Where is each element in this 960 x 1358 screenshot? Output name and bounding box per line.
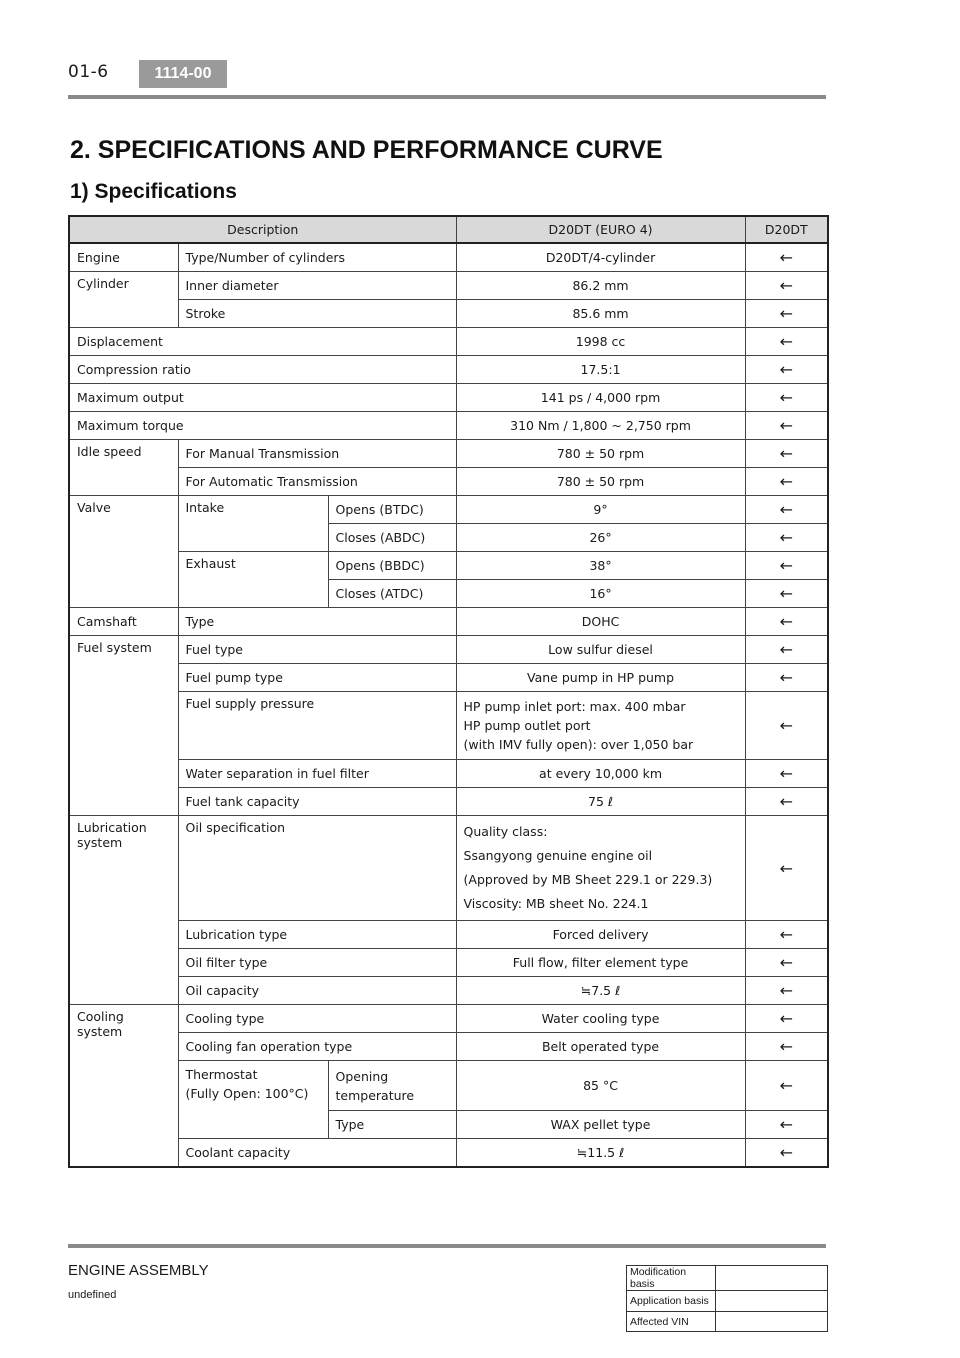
- row-value: D20DT/4-cylinder: [456, 243, 745, 272]
- row-label: [69, 816, 178, 1005]
- row-detail-label: Opens (BTDC): [328, 496, 456, 524]
- row-sub-label: Intake: [178, 496, 328, 552]
- table-row: [69, 1139, 828, 1168]
- row-sub-label: Type: [178, 608, 456, 636]
- row-sub-label: Cooling type: [178, 1005, 456, 1033]
- table-row: [69, 921, 828, 949]
- row-value: 16°: [456, 580, 745, 608]
- table-row: [69, 468, 828, 496]
- row-value: ≒11.5 ℓ: [456, 1139, 745, 1168]
- row-sub-label: Stroke: [178, 300, 456, 328]
- table-row: [69, 1033, 828, 1061]
- label-line: Lubrication: [77, 820, 147, 835]
- label-line: system: [77, 1024, 123, 1039]
- table-row: [69, 788, 828, 816]
- row-detail-label: Closes (ATDC): [328, 580, 456, 608]
- row-label: Fuel system: [69, 636, 178, 816]
- same-as-arrow: ←: [745, 412, 828, 440]
- same-as-arrow: ←: [745, 356, 828, 384]
- row-value: at every 10,000 km: [456, 760, 745, 788]
- row-label: Maximum output: [69, 384, 456, 412]
- table-row: [69, 636, 828, 664]
- header-description: Description: [69, 216, 456, 243]
- row-value: 38°: [456, 552, 745, 580]
- same-as-arrow: ←: [745, 1005, 828, 1033]
- row-value: Water cooling type: [456, 1005, 745, 1033]
- row-label: Displacement: [69, 328, 456, 356]
- table-row: [69, 760, 828, 788]
- page-number: 01-6: [68, 62, 109, 82]
- page-title: 2. SPECIFICATIONS AND PERFORMANCE CURVE: [70, 136, 663, 164]
- table-row: [69, 692, 828, 760]
- same-as-arrow: ←: [745, 760, 828, 788]
- row-value: 780 ± 50 rpm: [456, 440, 745, 468]
- label-line: temperature: [335, 1087, 415, 1103]
- row-value: 85.6 mm: [456, 300, 745, 328]
- table-header-row: [69, 216, 828, 243]
- table-row: [69, 412, 828, 440]
- value-line: Ssangyong genuine engine oil: [463, 848, 653, 863]
- table-row: [69, 1061, 828, 1111]
- row-detail-label: Type: [328, 1111, 456, 1139]
- row-label: Compression ratio: [69, 356, 456, 384]
- row-sub-label: Fuel supply pressure: [178, 692, 456, 760]
- table-row: [69, 977, 828, 1005]
- table-row: [69, 272, 828, 300]
- row-label: Engine: [69, 243, 178, 272]
- row-label: Camshaft: [69, 608, 178, 636]
- footer-subtitle: undefined: [68, 1289, 117, 1301]
- row-sub-label: Oil specification: [178, 816, 456, 921]
- row-sub-label: Exhaust: [178, 552, 328, 608]
- row-value: Full flow, filter element type: [456, 949, 745, 977]
- row-sub-label: Fuel pump type: [178, 664, 456, 692]
- row-value: 141 ps / 4,000 rpm: [456, 384, 745, 412]
- row-label: Idle speed: [69, 440, 178, 496]
- same-as-arrow: ←: [745, 692, 828, 760]
- table-row: [69, 608, 828, 636]
- section-subtitle: 1) Specifications: [70, 180, 237, 203]
- row-sub-label: Oil filter type: [178, 949, 456, 977]
- same-as-arrow: ←: [745, 1033, 828, 1061]
- affected-vin-label: Affected VIN: [627, 1311, 716, 1332]
- table-row: [627, 1266, 828, 1291]
- same-as-arrow: ←: [745, 1061, 828, 1111]
- row-label: [69, 1005, 178, 1168]
- value-line: (with IMV fully open): over 1,050 bar: [463, 737, 694, 752]
- same-as-arrow: ←: [745, 552, 828, 580]
- value-line: HP pump inlet port: max. 400 mbar: [463, 699, 686, 714]
- row-sub-label: Water separation in fuel filter: [178, 760, 456, 788]
- same-as-arrow: ←: [745, 384, 828, 412]
- value-line: Quality class:: [463, 824, 548, 839]
- label-line: Cooling: [77, 1009, 124, 1024]
- same-as-arrow: ←: [745, 272, 828, 300]
- same-as-arrow: ←: [745, 468, 828, 496]
- table-row: [69, 816, 828, 921]
- row-value: 26°: [456, 524, 745, 552]
- row-detail-label: Closes (ABDC): [328, 524, 456, 552]
- table-row: [627, 1291, 828, 1312]
- label-line: (Fully Open: 100°C): [185, 1086, 309, 1101]
- header-divider: [68, 95, 826, 99]
- row-label: Cylinder: [69, 272, 178, 328]
- row-sub-label: Inner diameter: [178, 272, 456, 300]
- row-value-multiline: [456, 816, 745, 921]
- row-sub-label: For Manual Transmission: [178, 440, 456, 468]
- table-row: [69, 243, 828, 272]
- same-as-arrow: ←: [745, 328, 828, 356]
- row-sub-label: Type/Number of cylinders: [178, 243, 456, 272]
- row-sub-label: [178, 1061, 328, 1139]
- label-line: Thermostat: [185, 1067, 258, 1082]
- modification-basis-label: Modification basis: [627, 1266, 716, 1291]
- same-as-arrow: ←: [745, 524, 828, 552]
- same-as-arrow: ←: [745, 608, 828, 636]
- same-as-arrow: ←: [745, 1111, 828, 1139]
- table-row: [69, 328, 828, 356]
- table-row: [69, 384, 828, 412]
- same-as-arrow: ←: [745, 243, 828, 272]
- table-row: [69, 496, 828, 524]
- table-row: [69, 664, 828, 692]
- same-as-arrow: ←: [745, 921, 828, 949]
- affected-vin-value: [716, 1311, 828, 1332]
- row-detail-label: [328, 1061, 456, 1111]
- same-as-arrow: ←: [745, 977, 828, 1005]
- table-row: [69, 440, 828, 468]
- label-line: system: [77, 835, 123, 850]
- row-sub-label: Coolant capacity: [178, 1139, 456, 1168]
- row-value: 85 °C: [456, 1061, 745, 1111]
- row-value: Forced delivery: [456, 921, 745, 949]
- same-as-arrow: ←: [745, 816, 828, 921]
- same-as-arrow: ←: [745, 580, 828, 608]
- row-value: 1998 cc: [456, 328, 745, 356]
- section-code-badge: 1114-00: [139, 60, 227, 88]
- header-d20dt: D20DT: [745, 216, 828, 243]
- table-row: [627, 1311, 828, 1332]
- row-value: 17.5:1: [456, 356, 745, 384]
- row-value: 310 Nm / 1,800 ~ 2,750 rpm: [456, 412, 745, 440]
- value-line: HP pump outlet port: [463, 718, 591, 733]
- row-label: Valve: [69, 496, 178, 608]
- modification-table: [626, 1265, 828, 1332]
- row-value: Low sulfur diesel: [456, 636, 745, 664]
- table-row: [69, 356, 828, 384]
- header-euro4: D20DT (EURO 4): [456, 216, 745, 243]
- label-line: Opening: [335, 1068, 389, 1084]
- specifications-table: [68, 215, 829, 1168]
- same-as-arrow: ←: [745, 636, 828, 664]
- row-value: DOHC: [456, 608, 745, 636]
- same-as-arrow: ←: [745, 300, 828, 328]
- row-label: Maximum torque: [69, 412, 456, 440]
- footer-divider: [68, 1244, 826, 1248]
- same-as-arrow: ←: [745, 788, 828, 816]
- row-sub-label: Oil capacity: [178, 977, 456, 1005]
- row-sub-label: Fuel tank capacity: [178, 788, 456, 816]
- row-value: Belt operated type: [456, 1033, 745, 1061]
- same-as-arrow: ←: [745, 440, 828, 468]
- row-detail-label: Opens (BBDC): [328, 552, 456, 580]
- footer-title: ENGINE ASSEMBLY: [68, 1262, 209, 1279]
- application-basis-value: [716, 1291, 828, 1312]
- table-row: [69, 300, 828, 328]
- row-value-multiline: [456, 692, 745, 760]
- value-line: (Approved by MB Sheet 229.1 or 229.3): [463, 872, 713, 887]
- same-as-arrow: ←: [745, 496, 828, 524]
- row-value: 9°: [456, 496, 745, 524]
- application-basis-label: Application basis: [627, 1291, 716, 1312]
- table-row: [69, 1005, 828, 1033]
- row-sub-label: Lubrication type: [178, 921, 456, 949]
- row-sub-label: For Automatic Transmission: [178, 468, 456, 496]
- row-value: ≒7.5 ℓ: [456, 977, 745, 1005]
- value-line: Viscosity: MB sheet No. 224.1: [463, 896, 649, 911]
- row-sub-label: Fuel type: [178, 636, 456, 664]
- row-value: 75 ℓ: [456, 788, 745, 816]
- row-value: WAX pellet type: [456, 1111, 745, 1139]
- same-as-arrow: ←: [745, 1139, 828, 1168]
- row-value: Vane pump in HP pump: [456, 664, 745, 692]
- same-as-arrow: ←: [745, 949, 828, 977]
- modification-basis-value: [716, 1266, 828, 1291]
- row-value: 86.2 mm: [456, 272, 745, 300]
- same-as-arrow: ←: [745, 664, 828, 692]
- row-value: 780 ± 50 rpm: [456, 468, 745, 496]
- table-row: [69, 949, 828, 977]
- table-row: [69, 552, 828, 580]
- row-sub-label: Cooling fan operation type: [178, 1033, 456, 1061]
